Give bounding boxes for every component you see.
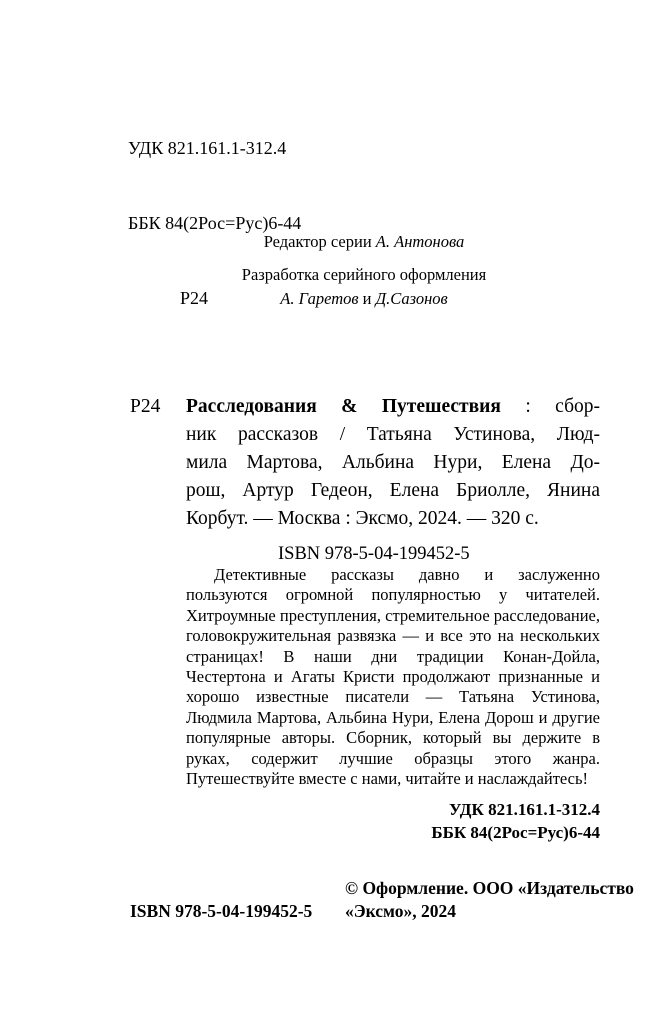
bib-line-title — [186, 393, 600, 421]
series-design-label: Разработка серийного оформления — [241, 265, 487, 284]
bibliographic-text — [186, 393, 600, 568]
classification-block — [128, 86, 301, 361]
bib-line: мила Мартова, Альбина Нури, Елена До- — [186, 452, 600, 473]
designer-name-2: Д.Сазонов — [375, 289, 448, 308]
copyright-line-2: «Эксмо», 2024 — [345, 901, 456, 921]
series-editor-label: Редактор серии — [263, 232, 376, 251]
book-title: Расследования & Путешествия — [186, 396, 501, 417]
series-design-names — [128, 287, 600, 311]
editors-block — [128, 230, 600, 311]
series-editor-line — [128, 230, 600, 254]
bib-line: рош, Артур Гедеон, Елена Бриолле, Янина — [186, 480, 600, 501]
bibliographic-record — [130, 393, 600, 568]
udk-ref: УДК 821.161.1-312.4 — [449, 800, 600, 819]
series-editor-name: А. Антонова — [375, 232, 465, 251]
bbk-top: ББК 84(2Рос=Рус)6-44 — [128, 213, 302, 233]
annotation-paragraph: Детективные рассказы давно и заслуженно пользуются огромной популярностью у читателей. Хитроумные преступления, стремительное расследование, головокружительная развязка — и все это на нескольких страницах! В наши дни традиции Конан-Дойла, Честертона и Агаты Кристи продолжают признанные и хорошо известные писатели — Татьяна Устинова, Людмила Мартова, Альбина Нури, Елена Дорош и другие популярные авторы. Сборник, который вы держите в руках, содержит лучшие образцы этого жанра. Путешествуйте вместе с нами, читайте и наслаждайтесь! — [186, 565, 600, 789]
isbn-footer: ISBN 978-5-04-199452-5 — [130, 901, 313, 921]
bib-line: Корбут. — Москва : Эксмо, 2024. — 320 с. — [186, 508, 539, 529]
bib-title-rest: : сбор- — [500, 396, 600, 417]
designers-separator: и — [358, 289, 376, 308]
isbn-record: ISBN 978-5-04-199452-5 — [278, 544, 470, 564]
copyright-line-1: © Оформление. ООО «Издательство — [345, 878, 634, 898]
bbk-ref: ББК 84(2Рос=Рус)6-44 — [431, 823, 600, 842]
author-sign-top: Р24 — [180, 288, 209, 308]
author-sign-record: Р24 — [130, 396, 161, 417]
bib-line: ник рассказов / Татьяна Устинова, Люд- — [186, 424, 600, 445]
udk-top: УДК 821.161.1-312.4 — [128, 138, 287, 158]
designer-name-1: А. Гаретов — [280, 289, 359, 308]
classification-refs — [186, 798, 600, 844]
